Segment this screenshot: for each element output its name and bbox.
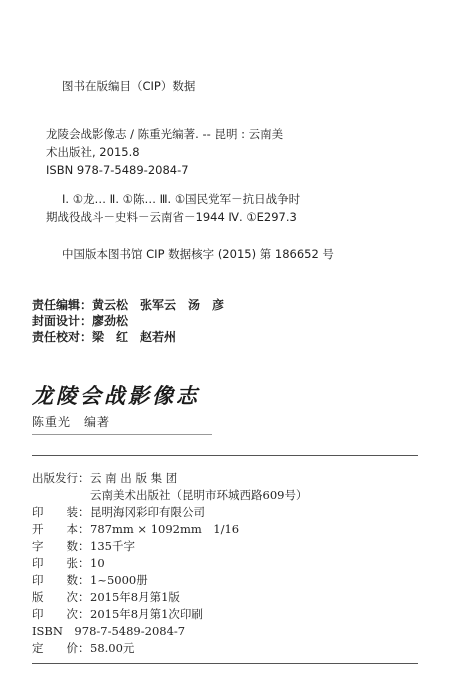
credit-row xyxy=(32,330,176,344)
imprint-value: 787mm × 1092mm 1/16 xyxy=(90,522,240,536)
imprint-value: 云 南 出 版 集 团 xyxy=(90,471,178,485)
title-rule xyxy=(32,434,212,435)
book-title: 龙陵会战影像志 xyxy=(32,383,200,408)
imprint-label: 印 次： xyxy=(32,607,90,621)
imprint-row xyxy=(32,607,203,621)
imprint-row xyxy=(32,573,148,587)
cip-heading: 图书在版编目（CIP）数据 xyxy=(62,79,196,93)
imprint-row xyxy=(32,624,185,638)
imprint-row xyxy=(32,488,307,502)
credit-label: 封面设计： xyxy=(32,314,93,328)
imprint-value: 云南美术出版社（昆明市环城西路609号） xyxy=(90,488,308,502)
imprint-label: 出版发行： xyxy=(32,471,90,485)
imprint-label: 开 本： xyxy=(32,522,90,536)
credit-label: 责任校对： xyxy=(32,330,93,344)
credit-row xyxy=(32,314,128,328)
imprint-value: 2015年8月第1版 xyxy=(90,590,180,604)
imprint-label: 定 价： xyxy=(32,641,90,655)
bottom-rule xyxy=(32,663,418,664)
credit-value: 廖劲松 xyxy=(92,314,129,328)
book-author: 陈重光 编著 xyxy=(32,415,111,429)
imprint-value: 1~5000册 xyxy=(90,573,148,587)
imprint-row xyxy=(32,471,177,485)
imprint-row xyxy=(32,505,205,519)
imprint-value: 58.00元 xyxy=(90,641,135,655)
cip-line-2: 术出版社, 2015.8 xyxy=(46,145,140,159)
imprint-label: 版 次： xyxy=(32,590,90,604)
imprint-label: 印 张： xyxy=(32,556,90,570)
imprint-label: 印 数： xyxy=(32,573,90,587)
credit-value: 黄云松 张军云 汤 彦 xyxy=(92,298,225,312)
cip-line-3: ISBN 978-7-5489-2084-7 xyxy=(46,163,189,177)
cip-line-5: 期战役战斗－史料－云南省－1944 Ⅳ. ①E297.3 xyxy=(46,210,297,224)
credit-value: 梁 红 赵若州 xyxy=(92,330,177,344)
imprint-value: ISBN 978-7-5489-2084-7 xyxy=(32,624,186,638)
imprint-rule xyxy=(32,455,418,456)
cip-line-4: Ⅰ. ①龙… Ⅱ. ①陈… Ⅲ. ①国民党军－抗日战争时 xyxy=(62,192,301,206)
credit-row xyxy=(32,298,224,312)
imprint-row xyxy=(32,590,180,604)
imprint-row xyxy=(32,522,239,536)
imprint-row xyxy=(32,556,105,570)
credit-label: 责任编辑： xyxy=(32,298,93,312)
imprint-value: 10 xyxy=(90,556,105,570)
imprint-row xyxy=(32,641,134,655)
imprint-value: 135千字 xyxy=(90,539,135,553)
cip-line-6: 中国版本图书馆 CIP 数据核字 (2015) 第 186652 号 xyxy=(62,247,334,261)
imprint-row xyxy=(32,539,135,553)
imprint-label: 印 装： xyxy=(32,505,90,519)
imprint-value: 昆明海冈彩印有限公司 xyxy=(90,505,205,519)
cip-line-1: 龙陵会战影像志 / 陈重光编著. -- 昆明 : 云南美 xyxy=(46,127,284,141)
imprint-label: 字 数： xyxy=(32,539,90,553)
imprint-value: 2015年8月第1次印刷 xyxy=(90,607,203,621)
